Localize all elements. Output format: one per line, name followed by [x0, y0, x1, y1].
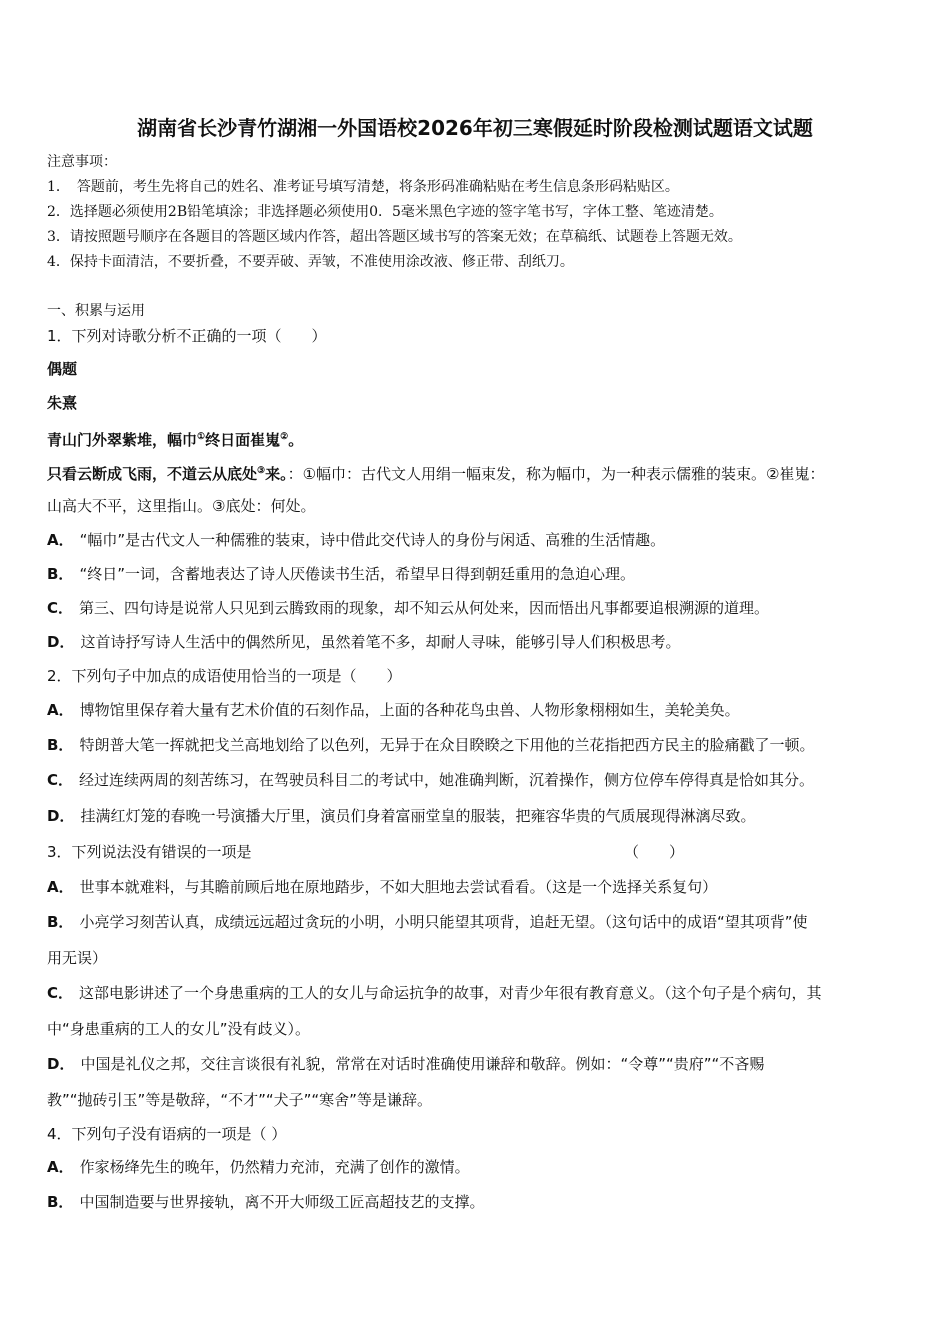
answer-parentheses: （ ） [624, 843, 685, 861]
notice-item: 3．请按照题号顺序在各题目的答题区域内作答，超出答题区域书写的答案无效；在草稿纸、试题卷上答题无效。 [47, 229, 742, 245]
question-3-option-d-cont: 教”“抛砖引玉”等是敬辞，“不才”“犬子”“寒舍”等是谦辞。 [47, 1091, 432, 1109]
question-3-option-c-cont: 中“身患重病的工人的女儿”没有歧义）。 [47, 1020, 311, 1038]
question-3-option-a: A． 世事本就难料，与其瞻前顾后地在原地踏步，不如大胆地去尝试看看。（这是一个选择关系复句） [47, 878, 718, 896]
question-2-option-a: A． 博物馆里保存着大量有艺术价值的石刻作品，上面的各种花鸟虫兽、人物形象栩栩如生，美轮美奂。 [47, 701, 740, 719]
question-2-option-c: C． 经过连续两周的刻苦练习，在驾驶员科目二的考试中，她准确判断，沉着操作，侧方位停车停得真是恰如其分。 [47, 771, 815, 789]
poem-author: 朱熹 [47, 394, 78, 412]
poem-title: 偶题 [47, 360, 78, 378]
question-3-option-c: C． 这部电影讲述了一个身患重病的工人的女儿与命运抗争的故事，对青少年很有教育意义。（这个句子是个病句，其 [47, 984, 822, 1002]
notice-item: 4．保持卡面清洁，不要折叠，不要弄破、弄皱，不准使用涂改液、修正带、刮纸刀。 [47, 254, 574, 270]
poem-line-1: 青山门外翠紫堆，幅巾①终日面崔嵬②。 [47, 431, 304, 449]
section-heading: 一、积累与运用 [47, 303, 145, 319]
question-4-option-a: A． 作家杨绛先生的晚年，仍然精力充沛，充满了创作的激情。 [47, 1158, 470, 1176]
question-3-option-b-cont: 用无误） [47, 949, 108, 967]
poem-line-2: 只看云断成飞雨，不道云从底处③来。：①幅巾：古代文人用绢一幅束发，称为幅巾，为一种表示儒雅的装束。②崔嵬： [47, 465, 825, 483]
notice-heading: 注意事项： [47, 154, 117, 170]
question-4-stem: 4．下列句子没有语病的一项是（ ） [47, 1125, 287, 1143]
question-2-stem: 2．下列句子中加点的成语使用恰当的一项是（ ） [47, 667, 402, 685]
page-title: 湖南省长沙青竹湖湘一外国语校2026年初三寒假延时阶段检测试题语文试题 [137, 116, 813, 140]
question-1-stem: 1．下列对诗歌分析不正确的一项（ ） [47, 327, 327, 345]
question-3-option-b: B． 小亮学习刻苦认真，成绩远远超过贪玩的小明，小明只能望其项背，追赶无望。（这句话中的成语“望其项背”使 [47, 913, 808, 931]
question-1-option-b: B． “终日”一词，含蓄地表达了诗人厌倦读书生活，希望早日得到朝廷重用的急迫心理。 [47, 565, 635, 583]
question-1-option-d: D． 这首诗抒写诗人生活中的偶然所见，虽然着笔不多，却耐人寻味，能够引导人们积极思考。 [47, 633, 681, 651]
question-1-option-a: A． “幅巾”是古代文人一种儒雅的装束，诗中借此交代诗人的身份与闲适、高雅的生活情趣。 [47, 531, 666, 549]
notice-item: 2．选择题必须使用2B铅笔填涂；非选择题必须使用0．5毫米黑色字迹的签字笔书写，字体工整、笔迹清楚。 [47, 204, 723, 220]
question-3-option-d: D． 中国是礼仪之邦，交往言谈很有礼貌，常常在对话时准确使用谦辞和敬辞。例如：“令尊”“贵府”“不吝赐 [47, 1055, 765, 1073]
poem-note: 山高大不平，这里指山。③底处：何处。 [47, 497, 316, 515]
question-3-stem: 3．下列说法没有错误的一项是 （ ） [47, 843, 685, 861]
question-4-option-b: B． 中国制造要与世界接轨，离不开大师级工匠高超技艺的支撑。 [47, 1193, 485, 1211]
question-1-option-c: C． 第三、四句诗是说常人只见到云腾致雨的现象，却不知云从何处来，因而悟出凡事都要追根溯源的道理。 [47, 599, 770, 617]
notice-item: 1． 答题前，考生先将自己的姓名、准考证号填写清楚，将条形码准确粘贴在考生信息条形码粘贴区。 [47, 179, 679, 195]
question-2-option-b: B． 特朗普大笔一挥就把戈兰高地划给了以色列，无异于在众目睽睽之下用他的兰花指把西方民主的脸痛戳了一顿。 [47, 736, 815, 754]
question-2-option-d: D． 挂满红灯笼的春晚一号演播大厅里，演员们身着富丽堂皇的服装，把雍容华贵的气质展现得淋漓尽致。 [47, 807, 756, 825]
